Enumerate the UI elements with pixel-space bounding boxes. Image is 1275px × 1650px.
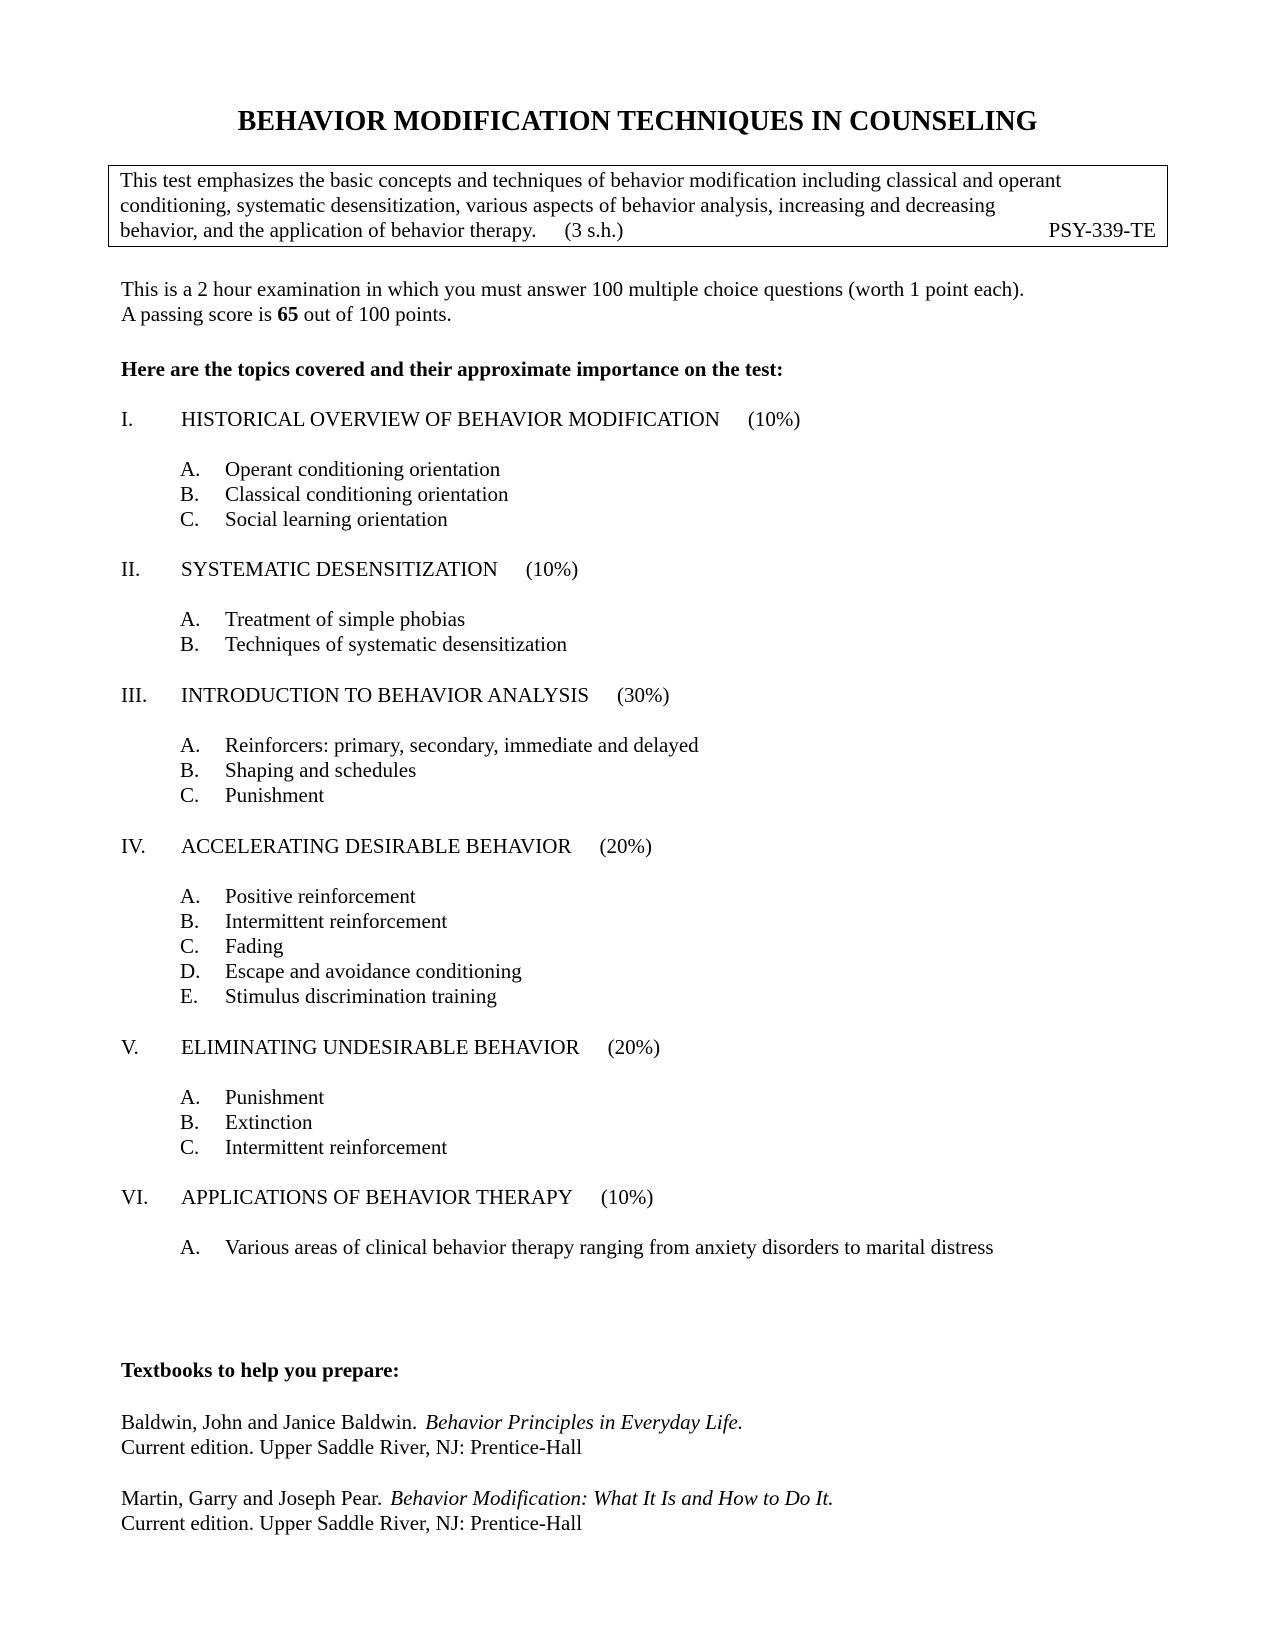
subtopic-list (180, 733, 699, 808)
section-heading (121, 1035, 660, 1060)
section-title: ELIMINATING UNDESIRABLE BEHAVIOR (181, 1035, 580, 1059)
list-item (180, 934, 522, 959)
page-title: BEHAVIOR MODIFICATION TECHNIQUES IN COUNSELING (237, 106, 1038, 137)
item-letter: B. (180, 482, 200, 506)
list-item (180, 507, 508, 532)
item-letter: E. (180, 984, 199, 1008)
credit-hours: (3 s.h.) (564, 218, 624, 242)
list-item (180, 884, 522, 909)
list-item (180, 959, 522, 984)
section-title: APPLICATIONS OF BEHAVIOR THERAPY (181, 1185, 573, 1209)
item-letter: A. (180, 733, 201, 757)
description-line: This test emphasizes the basic concepts and techniques of behavior modification including classical and operant (120, 168, 1062, 192)
exam-format-text: This is a 2 hour examination in which you must answer 100 multiple choice questions (worth 1 point each). (121, 277, 1025, 301)
subtopic-list (180, 607, 567, 657)
item-text: Intermittent reinforcement (225, 909, 448, 933)
list-item (180, 1235, 994, 1260)
description-last-line (120, 218, 1156, 243)
section-heading (121, 1185, 653, 1210)
list-item (180, 457, 508, 482)
item-letter: A. (180, 1235, 201, 1259)
passing-score-value: 65 (277, 302, 299, 326)
description-line-with-credits (120, 218, 623, 243)
description-box (108, 165, 1168, 247)
item-letter: B. (180, 1110, 200, 1134)
list-item (180, 783, 699, 808)
section-weight: (20%) (607, 1035, 661, 1059)
subtopic-list (180, 884, 522, 1009)
subtopic-list (180, 1085, 447, 1160)
item-letter: B. (180, 909, 200, 933)
list-item (180, 733, 699, 758)
item-letter: A. (180, 457, 201, 481)
section-number: I. (121, 407, 134, 431)
item-letter: A. (180, 1085, 201, 1109)
passing-score-suffix: out of 100 points. (298, 302, 452, 326)
textbook-citation (121, 1486, 834, 1536)
section-title: ACCELERATING DESIRABLE BEHAVIOR (181, 834, 572, 858)
item-letter: A. (180, 607, 201, 631)
section-weight: (20%) (599, 834, 652, 858)
section-number: IV. (121, 834, 146, 858)
item-text: Escape and avoidance conditioning (225, 959, 522, 983)
list-item (180, 1110, 447, 1135)
item-text: Positive reinforcement (225, 884, 416, 908)
section-weight: (10%) (525, 557, 579, 581)
item-letter: B. (180, 632, 200, 656)
item-text: Punishment (225, 1085, 325, 1109)
list-item (180, 984, 522, 1009)
book-authors: Martin, Garry and Joseph Pear. (121, 1486, 383, 1510)
section-heading (121, 557, 578, 582)
section-heading (121, 407, 800, 432)
section-weight: (30%) (617, 683, 670, 707)
topics-heading: Here are the topics covered and their approximate importance on the test: (121, 357, 784, 381)
exam-intro (121, 277, 1024, 327)
item-text: Techniques of systematic desensitization (225, 632, 568, 656)
item-letter: B. (180, 758, 200, 782)
book-title: Behavior Modification: What It Is and How to Do It. (390, 1486, 834, 1510)
section-number: V. (121, 1035, 139, 1059)
course-code: PSY-339-TE (1048, 218, 1156, 242)
list-item (180, 909, 522, 934)
item-text: Fading (225, 934, 284, 958)
list-item (180, 1135, 447, 1160)
description-line: conditioning, systematic desensitization, various aspects of behavior analysis, increasing and decreasing (120, 193, 996, 217)
item-letter: A. (180, 884, 201, 908)
item-text: Stimulus discrimination training (225, 984, 497, 1008)
item-text: Intermittent reinforcement (225, 1135, 448, 1159)
textbooks-heading: Textbooks to help you prepare: (121, 1358, 400, 1382)
section-heading (121, 834, 652, 859)
section-weight: (10%) (600, 1185, 654, 1209)
subtopic-list (180, 457, 508, 532)
list-item (180, 1085, 447, 1110)
section-title: INTRODUCTION TO BEHAVIOR ANALYSIS (181, 683, 590, 707)
item-letter: D. (180, 959, 201, 983)
item-text: Extinction (225, 1110, 313, 1134)
book-title: Behavior Principles in Everyday Life. (425, 1410, 744, 1434)
item-letter: C. (180, 934, 200, 958)
item-letter: C. (180, 1135, 200, 1159)
item-text: Treatment of simple phobias (225, 607, 466, 631)
citation-line (121, 1410, 743, 1435)
list-item (180, 482, 508, 507)
textbook-citation (121, 1410, 743, 1460)
item-text: Operant conditioning orientation (225, 457, 501, 481)
passing-score-prefix: A passing score is (121, 302, 278, 326)
list-item (180, 607, 567, 632)
item-letter: C. (180, 507, 200, 531)
section-heading (121, 683, 670, 708)
book-publisher: Current edition. Upper Saddle River, NJ: Prentice-Hall (121, 1435, 583, 1459)
section-number: III. (121, 683, 148, 707)
section-weight: (10%) (747, 407, 801, 431)
citation-line (121, 1486, 834, 1511)
list-item (180, 632, 567, 657)
section-title: HISTORICAL OVERVIEW OF BEHAVIOR MODIFICATION (181, 407, 720, 431)
item-letter: C. (180, 783, 200, 807)
list-item (180, 758, 699, 783)
item-text: Reinforcers: primary, secondary, immediate and delayed (225, 733, 699, 757)
book-authors: Baldwin, John and Janice Baldwin. (121, 1410, 418, 1434)
item-text: Classical conditioning orientation (225, 482, 509, 506)
section-number: VI. (121, 1185, 149, 1209)
item-text: Social learning orientation (225, 507, 448, 531)
book-publisher: Current edition. Upper Saddle River, NJ: Prentice-Hall (121, 1511, 583, 1535)
section-number: II. (121, 557, 141, 581)
item-text: Shaping and schedules (225, 758, 417, 782)
section-title: SYSTEMATIC DESENSITIZATION (181, 557, 498, 581)
subtopic-list (180, 1235, 994, 1260)
item-text: Punishment (225, 783, 325, 807)
item-text: Various areas of clinical behavior therapy ranging from anxiety disorders to marital distress (225, 1235, 994, 1259)
passing-score-text (121, 302, 1024, 327)
description-line: behavior, and the application of behavior therapy. (120, 218, 537, 242)
